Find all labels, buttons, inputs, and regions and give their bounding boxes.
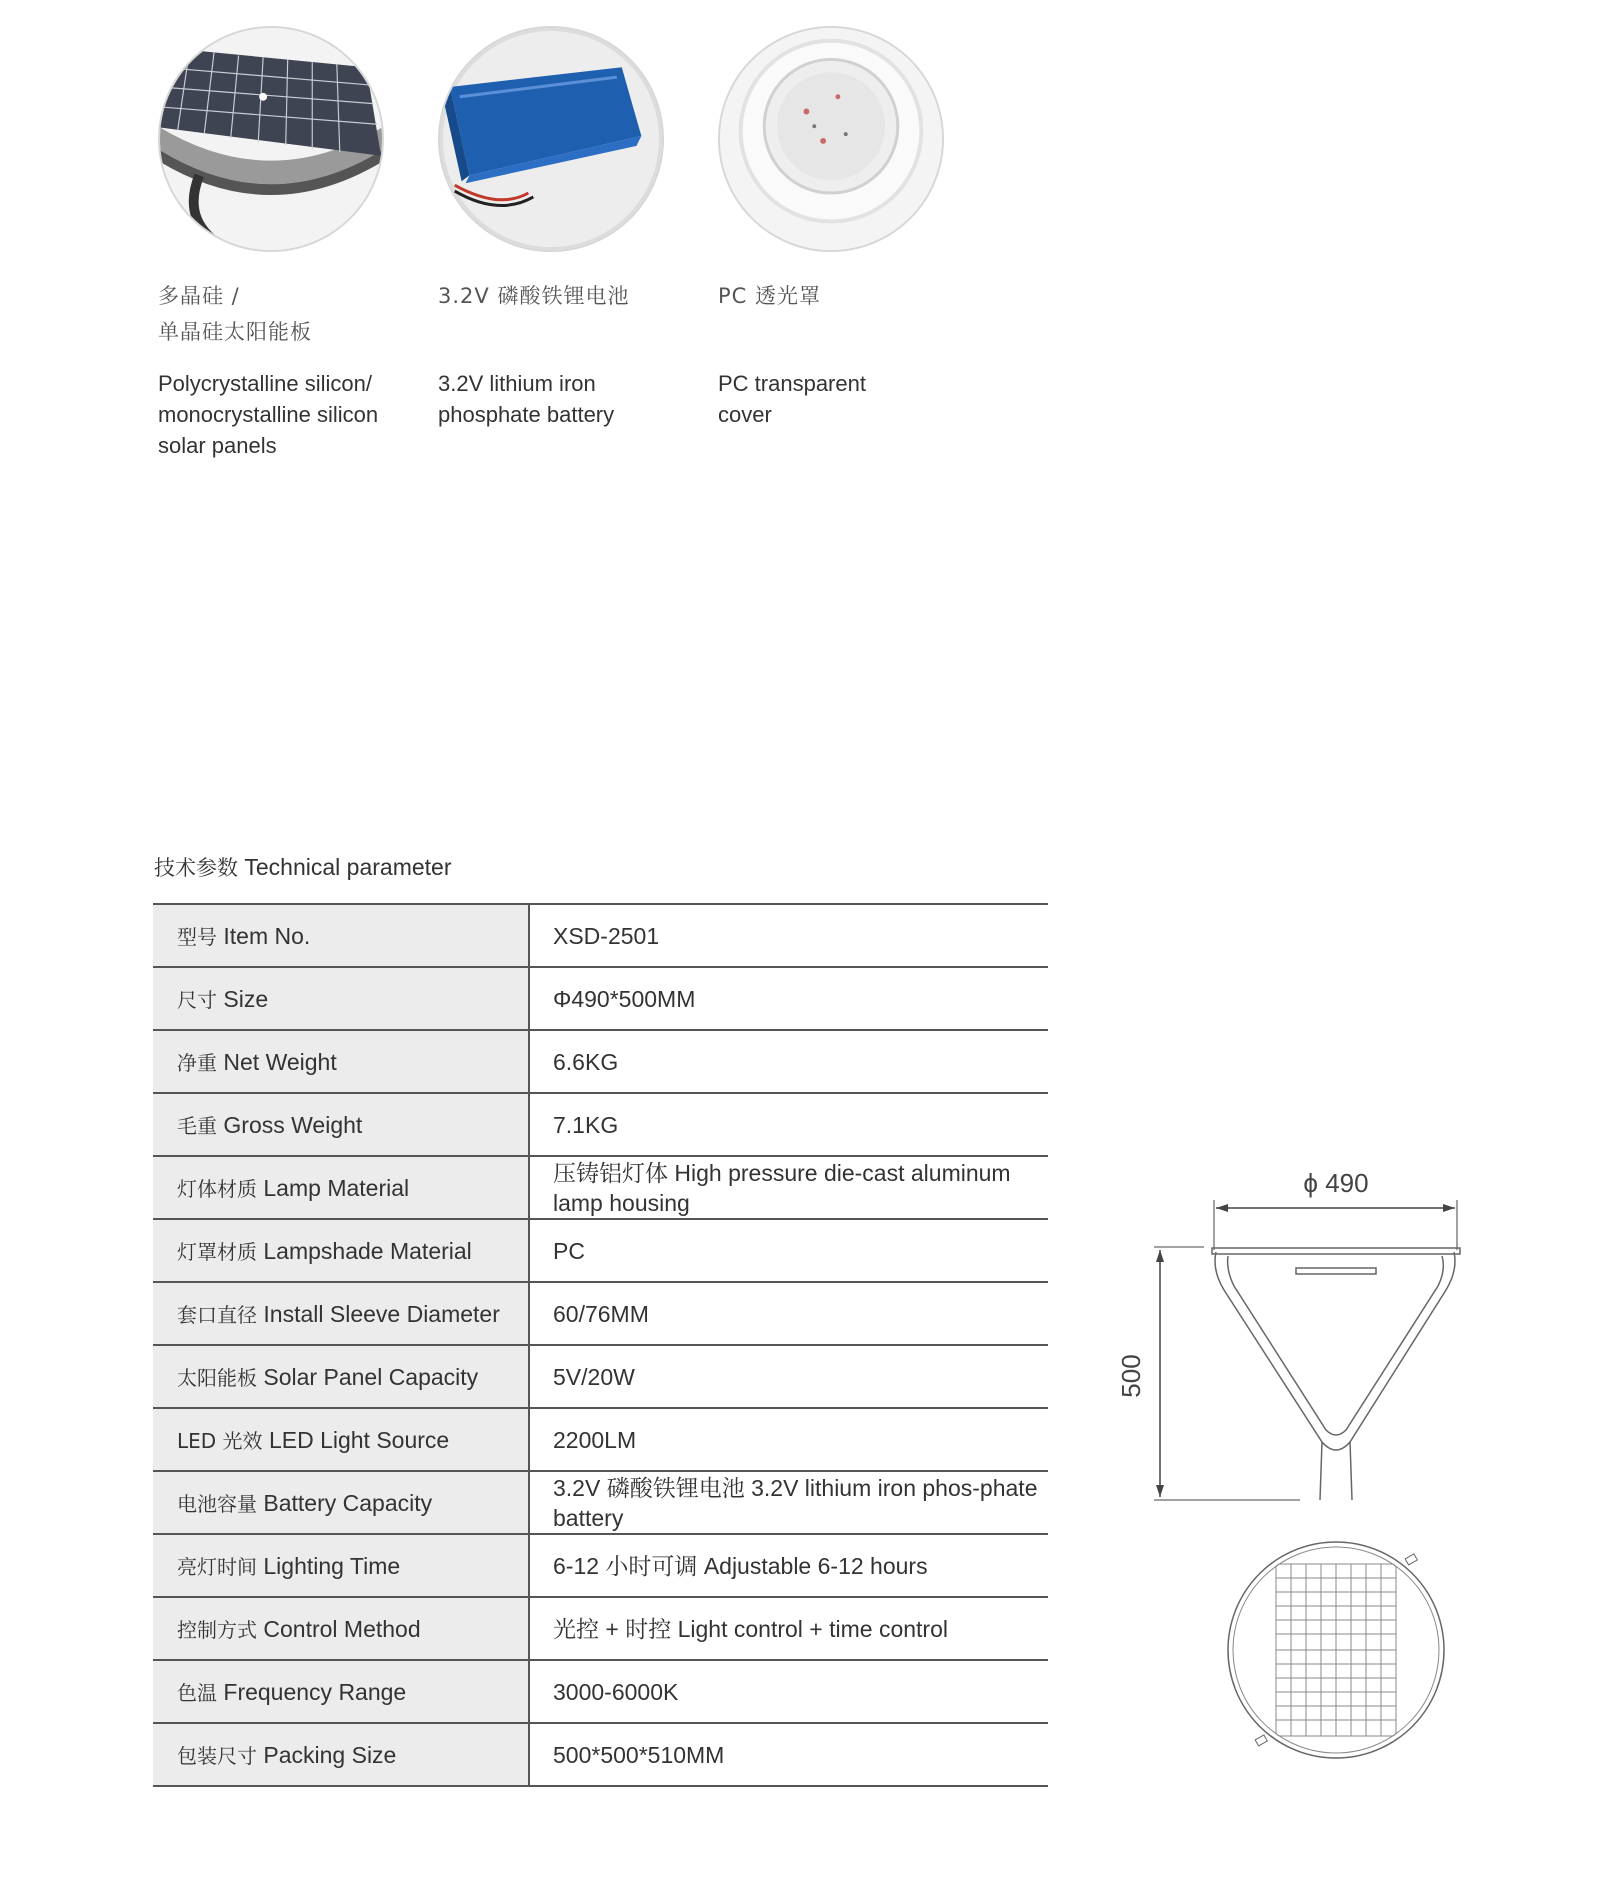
row-value: 7.1KG [529,1093,1048,1156]
table-row [153,1534,1048,1597]
lamp-top-view [1228,1542,1444,1758]
row-value: 2200LM [529,1408,1048,1471]
table-row [153,1156,1048,1219]
row-value: 3.2V 磷酸铁锂电池 3.2V lithium iron phos-phate battery [529,1471,1048,1534]
transparent-cover-photo [718,26,944,252]
height-label: 500 [1116,1354,1146,1398]
lamp-dimension-drawing [1100,1140,1500,1780]
row-label: 灯体材质 Lamp Material [153,1156,529,1219]
row-label: 毛重 Gross Weight [153,1093,529,1156]
feature-solar-panel [158,26,398,461]
table-row [153,1345,1048,1408]
feature-battery [438,26,678,430]
table-row [153,904,1048,967]
row-value: 压铸铝灯体 High pressure die-cast aluminum lamp housing [529,1156,1048,1219]
row-value: 6-12 小时可调 Adjustable 6-12 hours [529,1534,1048,1597]
solar-panel-grid-icon [1276,1564,1396,1736]
table-row [153,1282,1048,1345]
row-label: 净重 Net Weight [153,1030,529,1093]
section-title-en: Technical parameter [244,854,452,880]
feature-cn-label: 3.2V 磷酸铁锂电池 [438,284,630,308]
row-value: 6.6KG [529,1030,1048,1093]
section-title [154,852,452,882]
row-value: 5V/20W [529,1345,1048,1408]
table-row [153,1660,1048,1723]
row-value: PC [529,1219,1048,1282]
row-label: 型号 Item No. [153,904,529,967]
feature-en-label: Polycrystalline silicon/ monocrystalline silicon solar panels [158,371,379,458]
section-title-cn: 技术参数 [154,856,238,880]
diameter-label: ϕ 490 [1303,1168,1369,1198]
table-row [153,1408,1048,1471]
row-label: 灯罩材质 Lampshade Material [153,1219,529,1282]
battery-photo [438,26,664,252]
table-row [153,1471,1048,1534]
lamp-side-view [1212,1248,1460,1500]
row-value: Φ490*500MM [529,967,1048,1030]
feature-en-label: 3.2V lithium iron phosphate battery [438,371,615,427]
feature-cn-label: 多晶硅 / 单晶硅太阳能板 [158,284,312,344]
row-value: 光控 + 时控 Light control + time control [529,1597,1048,1660]
row-label: 套口直径 Install Sleeve Diameter [153,1282,529,1345]
row-value: 3000-6000K [529,1660,1048,1723]
table-row [153,1093,1048,1156]
table-row [153,1723,1048,1786]
row-label: LED 光效 LED Light Source [153,1408,529,1471]
parameter-table [153,903,1048,1787]
row-label: 太阳能板 Solar Panel Capacity [153,1345,529,1408]
table-row [153,1030,1048,1093]
table-row [153,1219,1048,1282]
row-label: 电池容量 Battery Capacity [153,1471,529,1534]
row-value: 60/76MM [529,1282,1048,1345]
row-label: 尺寸 Size [153,967,529,1030]
row-value: 500*500*510MM [529,1723,1048,1786]
solar-panel-photo [158,26,384,252]
row-label: 亮灯时间 Lighting Time [153,1534,529,1597]
feature-transparent-cover [718,26,958,430]
row-label: 包装尺寸 Packing Size [153,1723,529,1786]
row-label: 控制方式 Control Method [153,1597,529,1660]
table-row [153,967,1048,1030]
row-label: 色温 Frequency Range [153,1660,529,1723]
feature-cn-label: PC 透光罩 [718,284,822,308]
height-dimension [1116,1247,1300,1500]
table-row [153,1597,1048,1660]
feature-en-label: PC transparent cover [718,371,866,427]
diameter-dimension [1214,1168,1457,1250]
row-value: XSD-2501 [529,904,1048,967]
